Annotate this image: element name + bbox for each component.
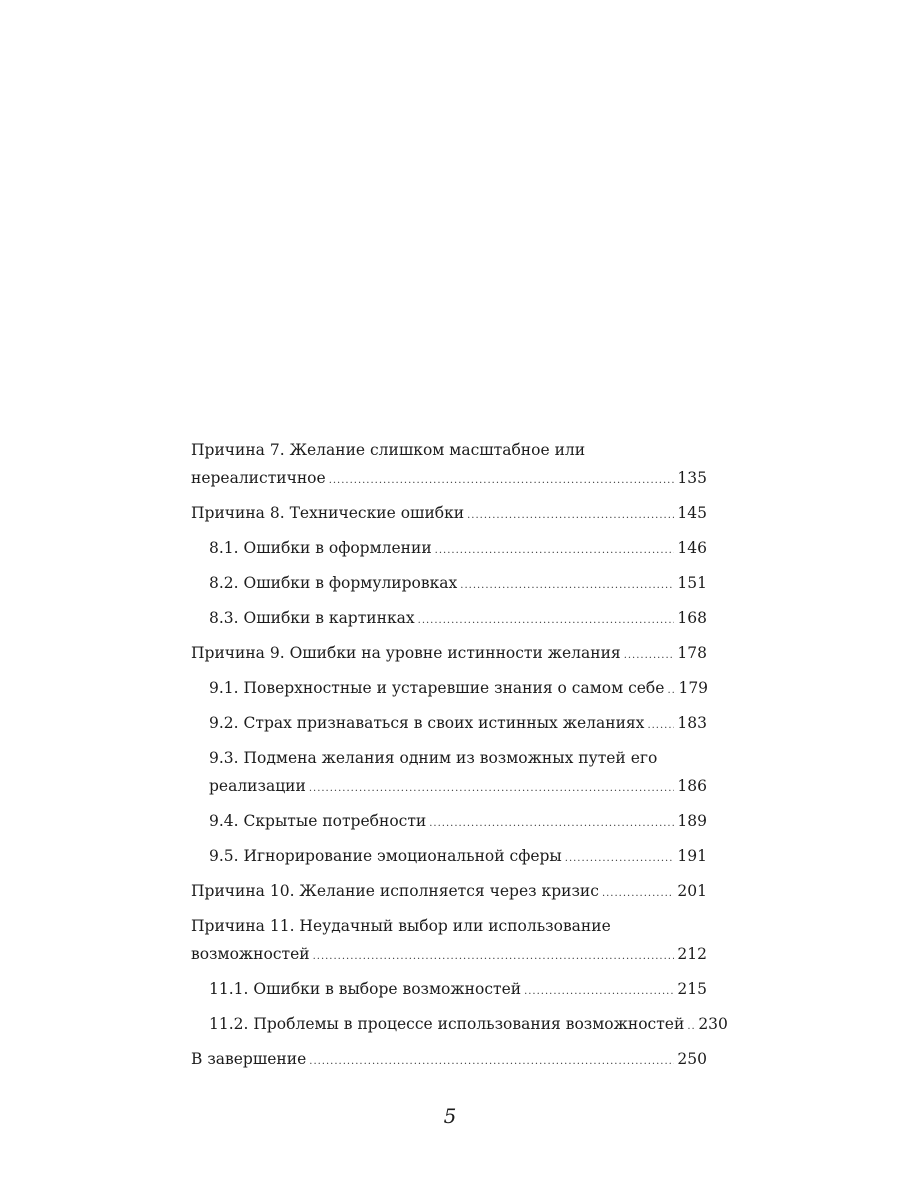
toc-entry-page: 183	[677, 714, 707, 732]
toc-entry-title-line1: 9.3. Подмена желания одним из возможных путей его	[209, 749, 658, 767]
dot-leader	[309, 775, 675, 803]
toc-entry-title-line1: Причина 7. Желание слишком масштабное или	[191, 441, 586, 459]
dot-leader	[429, 810, 674, 838]
toc-entry-page: 146	[677, 539, 707, 557]
toc-entry-page: 191	[677, 847, 707, 865]
toc-entry-title: В завершение	[191, 1050, 307, 1068]
toc-entry-title: 11.1. Ошибки в выборе возможностей	[209, 980, 522, 998]
toc-entry	[191, 912, 707, 971]
toc-entry-page: 168	[677, 609, 707, 627]
toc-entry-title: Причина 10. Желание исполняется через кризис	[191, 882, 599, 900]
toc-entry	[191, 744, 707, 803]
toc-entry	[191, 534, 707, 565]
toc-entry	[191, 1045, 707, 1076]
dot-leader	[565, 845, 675, 873]
dot-leader	[647, 712, 674, 740]
dot-leader	[309, 1048, 674, 1076]
toc-entry-page: 212	[677, 945, 707, 963]
toc-entry-title-line1: Причина 11. Неудачный выбор или использование	[191, 917, 611, 935]
toc-entry-title: 9.5. Игнорирование эмоциональной сферы	[209, 847, 562, 865]
toc-entry-page: 151	[677, 574, 707, 592]
dot-leader	[624, 642, 675, 670]
toc-entry-page: 201	[677, 882, 707, 900]
toc-entry-page: 145	[677, 504, 707, 522]
toc-entry-title: 8.2. Ошибки в формулировках	[209, 574, 458, 592]
toc-entry	[191, 877, 707, 908]
dot-leader	[329, 467, 675, 495]
toc-entry	[191, 674, 707, 705]
dot-leader	[667, 677, 675, 705]
toc-entry	[191, 709, 707, 740]
dot-leader	[460, 572, 674, 600]
dot-leader	[435, 537, 675, 565]
toc-entry-page: 230	[698, 1015, 728, 1033]
toc-entry-title: 9.1. Поверхностные и устаревшие знания о самом себе	[209, 679, 665, 697]
table-of-contents	[191, 436, 728, 1080]
toc-entry	[191, 842, 707, 873]
toc-entry-title: Причина 9. Ошибки на уровне истинности желания	[191, 644, 621, 662]
dot-leader	[418, 607, 675, 635]
toc-entry-title: реализации	[209, 777, 306, 795]
toc-entry	[191, 499, 707, 530]
toc-entry	[191, 569, 707, 600]
dot-leader	[687, 1013, 695, 1041]
toc-entry-page: 215	[677, 980, 707, 998]
toc-entry	[191, 604, 707, 635]
toc-entry-page: 186	[677, 777, 707, 795]
toc-entry-title: 9.2. Страх признаваться в своих истинных желаниях	[209, 714, 645, 732]
dot-leader	[602, 880, 674, 908]
toc-entry-title: 11.2. Проблемы в процессе использования возможностей	[209, 1015, 685, 1033]
toc-entry-page: 189	[677, 812, 707, 830]
toc-entry	[191, 639, 707, 670]
toc-entry-title: 8.3. Ошибки в картинках	[209, 609, 415, 627]
dot-leader	[467, 502, 674, 530]
toc-entry-page: 179	[678, 679, 709, 697]
toc-entry-page: 178	[677, 644, 707, 662]
toc-entry-title: нереалистичное	[191, 469, 326, 487]
toc-entry-page: 135	[677, 469, 707, 487]
toc-entry-page: 250	[677, 1050, 707, 1068]
toc-entry	[191, 1010, 728, 1041]
dot-leader	[313, 943, 675, 971]
dot-leader	[524, 978, 674, 1006]
toc-entry-title: Причина 8. Технические ошибки	[191, 504, 465, 522]
page-number: 5	[443, 1104, 457, 1128]
toc-entry-title: 9.4. Скрытые потребности	[209, 812, 427, 830]
toc-entry	[191, 807, 707, 838]
toc-entry-title: 8.1. Ошибки в оформлении	[209, 539, 432, 557]
toc-entry-title: возможностей	[191, 945, 310, 963]
toc-entry	[191, 436, 707, 495]
toc-entry	[191, 975, 707, 1006]
